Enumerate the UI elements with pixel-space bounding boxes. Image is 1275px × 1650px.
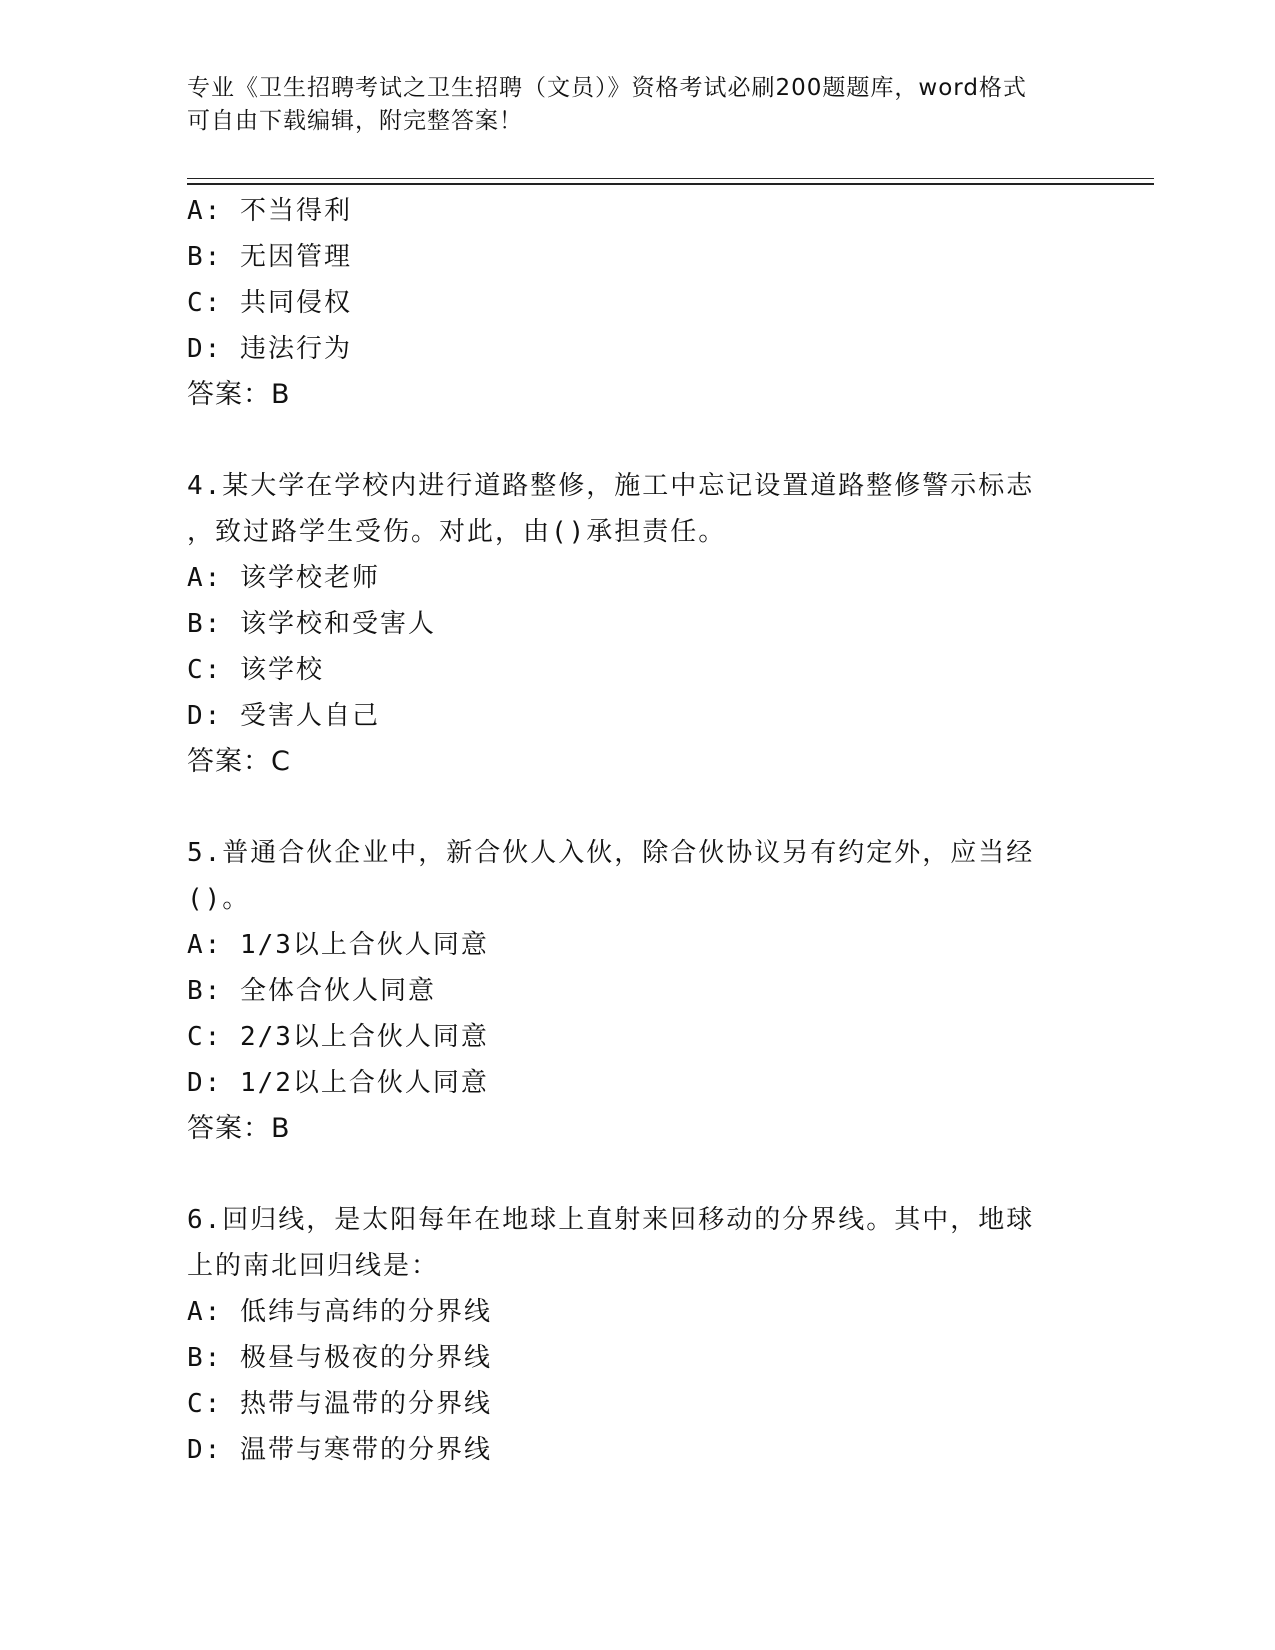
question-stem-line-1: 5.普通合伙企业中，新合伙人入伙，除合伙协议另有约定外，应当经: [187, 838, 1035, 868]
question-3: [187, 188, 1087, 418]
header-line-2: 可自由下载编辑，附完整答案！: [187, 108, 523, 134]
question-stem-line-2: ，致过路学生受伤。对此，由()承担责任。: [187, 517, 727, 547]
option-b: B: 全体合伙人同意: [187, 976, 436, 1006]
option-b: B: 无因管理: [187, 242, 352, 272]
answer: 答案：C: [187, 746, 291, 777]
option-c: C: 该学校: [187, 655, 324, 685]
option-d: D: 违法行为: [187, 334, 352, 364]
option-d: D: 受害人自己: [187, 701, 380, 731]
header-divider-thin: [187, 178, 1154, 179]
option-a: A: 该学校老师: [187, 563, 380, 593]
question-stem-line-1: 6.回归线，是太阳每年在地球上直射来回移动的分界线。其中，地球: [187, 1205, 1035, 1235]
answer: 答案：B: [187, 1113, 291, 1144]
option-d: D: 1/2以上合伙人同意: [187, 1068, 489, 1098]
option-c: C: 2/3以上合伙人同意: [187, 1022, 489, 1052]
question-6: [187, 1197, 1087, 1473]
question-stem-line-2: ()。: [187, 884, 251, 914]
header-line-1: 专业《卫生招聘考试之卫生招聘（文员）》资格考试必刷200题题库，word格式: [187, 75, 1027, 101]
question-4: [187, 463, 1087, 785]
option-c: C: 共同侵权: [187, 288, 352, 318]
answer: 答案：B: [187, 379, 291, 410]
option-b: B: 该学校和受害人: [187, 609, 436, 639]
question-stem-line-1: 4.某大学在学校内进行道路整修，施工中忘记设置道路整修警示标志: [187, 471, 1035, 501]
document-header: [187, 72, 1087, 138]
question-5: [187, 830, 1087, 1152]
header-divider-thick: [187, 183, 1154, 185]
option-a: A: 1/3以上合伙人同意: [187, 930, 489, 960]
option-a: A: 不当得利: [187, 196, 352, 226]
option-d: D: 温带与寒带的分界线: [187, 1435, 492, 1465]
option-b: B: 极昼与极夜的分界线: [187, 1343, 492, 1373]
option-a: A: 低纬与高纬的分界线: [187, 1297, 492, 1327]
question-stem-line-2: 上的南北回归线是：: [187, 1251, 440, 1281]
question-list: [187, 188, 1087, 1473]
option-c: C: 热带与温带的分界线: [187, 1389, 492, 1419]
